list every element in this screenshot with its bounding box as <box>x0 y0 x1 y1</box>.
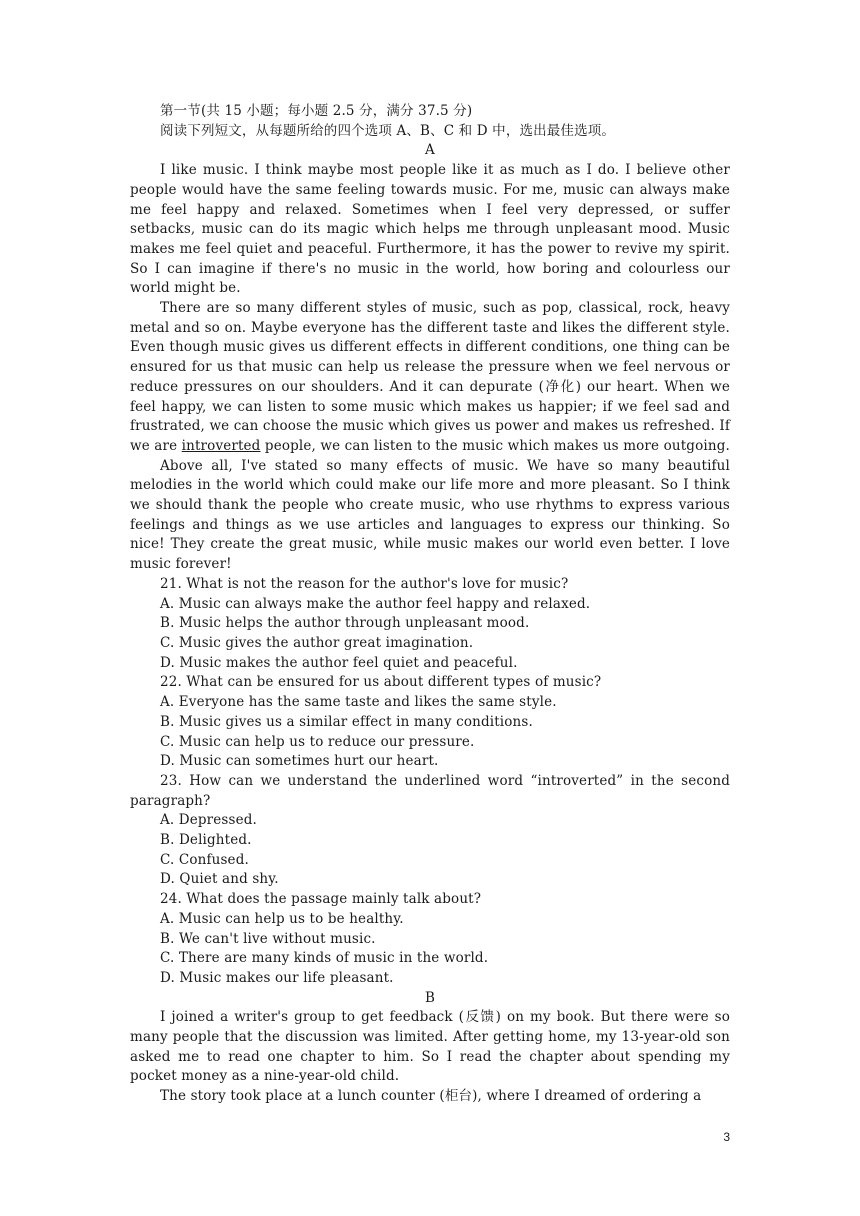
answer-option: C. Music gives the author great imagination. <box>160 634 474 651</box>
question-stem: 21. What is not the reason for the author's love for music? <box>160 575 569 592</box>
passage-b-label: B <box>424 989 436 1006</box>
answer-option: A. Everyone has the same taste and likes the same style. <box>160 694 557 711</box>
answer-option: A. Music can always make the author feel happy and relaxed. <box>160 595 591 612</box>
question-stem: 22. What can be ensured for us about different types of music? <box>160 674 602 691</box>
question-stem: 24. What does the passage mainly talk about? <box>160 891 482 908</box>
answer-option: A. Depressed. <box>160 812 257 829</box>
answer-option: D. Quiet and shy. <box>160 871 279 888</box>
answer-option: A. Music can help us to be healthy. <box>160 910 404 927</box>
passage-a-paragraph-3: Above all, I've stated so many effects of music. We have so many beautiful melodies in the world which could make our life more and more pleasant. So I think we should thank the people who create music, who use rhythms to express various feelings and things as we use articles and languages to express our thinking. So nice! They create the great music, while music makes our world even better. I love music forever! <box>130 457 730 573</box>
page-number: 3 <box>723 1130 730 1144</box>
answer-option: D. Music makes the author feel quiet and peaceful. <box>160 654 518 671</box>
answer-option: B. We can't live without music. <box>160 930 376 947</box>
paragraph-text: people, we can listen to the music which makes us more outgoing. <box>260 437 730 454</box>
answer-option: B. Music gives us a similar effect in many conditions. <box>160 713 533 730</box>
page-content <box>130 102 730 1107</box>
answer-option: D. Music makes our life pleasant. <box>160 969 394 986</box>
answer-option: D. Music can sometimes hurt our heart. <box>160 753 439 770</box>
passage-a-label: A <box>425 142 435 159</box>
answer-option: C. Music can help us to reduce our pressure. <box>160 733 475 750</box>
answer-option: B. Delighted. <box>160 832 252 849</box>
passage-b-paragraph-1: I joined a writer's group to get feedback (反馈) on my book. But there were so many people that the discussion was limited. After getting home, my 13-year-old son asked me to read one chapter to him. So I read the chapter about spending my pocket money as a nine-year-old child. <box>130 1009 730 1085</box>
answer-option: B. Music helps the author through unpleasant mood. <box>160 615 530 632</box>
passage-a-paragraph-1: I like music. I think maybe most people like it as much as I do. I believe other people would have the same feeling towards music. For me, music can always make me feel happy and relaxed. Sometimes when I feel very depressed, or suffer setbacks, music can do its magic which helps me through unpleasant mood. Music makes me feel quiet and peaceful. Furthermore, it has the power to revive my spirit. So I can imagine if there's no music in the world, how boring and colourless our world might be. <box>130 162 730 297</box>
paragraph-text: There are so many different styles of music, such as pop, classical, rock, heavy metal and so on. Maybe everyone has the different taste and likes the different style. Even though music gives us different effects in different conditions, one thing can be ensured for us that music can help us release the pressure when we feel nervous or reduce pressures on our shoulders. And it can depurate (净化) our heart. When we feel happy, we can listen to some music which makes us happier; if we feel sad and frustrated, we can choose the music which gives us power and makes us refreshed. If we are <box>130 300 730 454</box>
instruction-text: 阅读下列短文，从每题所给的四个选项 A、B、C 和 D 中，选出最佳选项。 <box>160 122 616 139</box>
section-heading: 第一节(共 15 小题；每小题 2.5 分，满分 37.5 分) <box>160 103 473 119</box>
question-stem: 23. How can we understand the underlined word “introverted” in the second paragraph? <box>130 772 730 809</box>
answer-option: C. Confused. <box>160 851 249 868</box>
passage-a-paragraph-2 <box>130 299 730 457</box>
answer-option: C. There are many kinds of music in the world. <box>160 950 489 967</box>
underlined-word: introverted <box>181 437 261 454</box>
passage-b-paragraph-2: The story took place at a lunch counter (柜台), where I dreamed of ordering a <box>160 1088 702 1105</box>
